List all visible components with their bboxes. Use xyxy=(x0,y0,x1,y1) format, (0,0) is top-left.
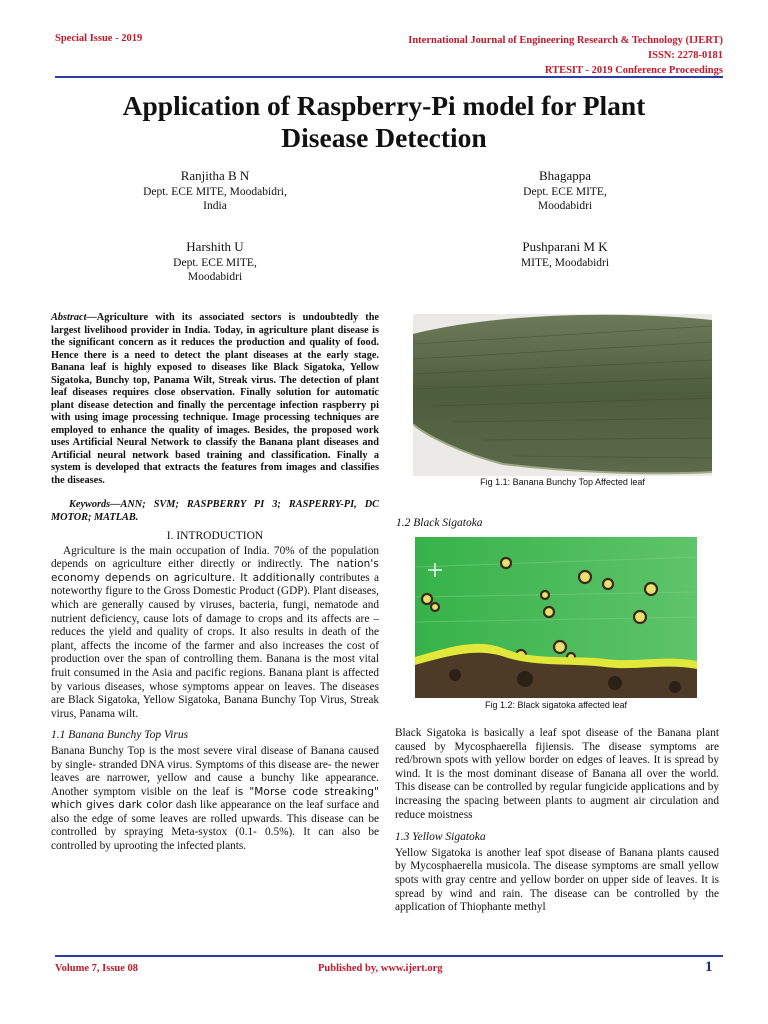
author-affiliation: Dept. ECE MITE, xyxy=(523,186,607,198)
author-block-3 xyxy=(105,240,325,284)
author-block-1 xyxy=(105,169,325,213)
footer-volume: Volume 7, Issue 08 xyxy=(55,963,139,974)
bunchy-top-text-handwritten: is "Morse code streaking" which gives dark color xyxy=(51,785,379,812)
footer-publisher: Published by, www.ijert.org xyxy=(318,963,443,974)
author-affiliation: India xyxy=(203,200,227,212)
author-block-2 xyxy=(455,169,675,213)
keywords-text: —ANN; SVM; RASPBERRY PI 3; RASPERRY-PI, DC MOTOR; MATLAB. xyxy=(51,499,379,523)
keywords xyxy=(51,499,379,524)
author-name: Bhagappa xyxy=(539,168,591,183)
abstract xyxy=(51,312,379,487)
author-name: Ranjitha B N xyxy=(180,168,250,183)
intro-text-a: Agriculture is the main occupation of India. 70% of the population depends on agriculture either directly or indirectly. xyxy=(51,544,379,571)
author-affiliation: Moodabidri xyxy=(187,271,243,283)
section-heading-introduction: I. INTRODUCTION xyxy=(166,530,264,542)
abstract-text: —Agriculture with its associated sectors is undoubtedly the largest livelihood provider in India. Today, in agriculture plant disease is the significant concern as it reduces the production and quality of food. Hence there is a need to detect the plant diseases at the early stage. Banana leaf is highly exposed to diseases like Black Sigatoka, Yellow Sigatoka, Bunchy top, Panama Wilt, Streak virus. The detection of plant leaf diseases requires close observation. Finally solution for automatic plant disease detection and finally the percentage infection raspberry pi with using image processing technique. Image processing techniques are employed to enhance the quality of images. Besides, the proposed work uses Artificial Neural Network to classify the Banana plant diseases and Artificial neural network based training and classification. Finally a system is developed that extracts the features from images and classifies the diseases. xyxy=(51,312,379,486)
title-line-1: Application of Raspberry-Pi model for Plant xyxy=(122,90,646,121)
author-affiliation: Moodabidri xyxy=(537,200,593,212)
bunchy-top-text-b: appearance on the leaf surface and also the edge of some leaves are rolled upwards. This disease can be controlled by spraying Meta-systox (0.1- 0.5%). It can also be controlled by uprooting the infected plants. xyxy=(51,799,379,853)
abstract-label: Abstract xyxy=(51,312,87,323)
title-line-2: Disease Detection xyxy=(281,122,487,153)
yellow-sigatoka-paragraph: Yellow Sigatoka is another leaf spot disease of Banana plants caused by Mycosphaerella musicola. The disease symptoms are small yellow spots with gray centre and yellow border on upper side of leaves. It is spread by wind and rain. The disease can be controlled by the application of Thiophante methyl xyxy=(395,846,719,914)
footer-rule xyxy=(55,955,723,957)
bunchy-top-paragraph xyxy=(51,745,379,854)
footer-page-number: 1 xyxy=(705,959,713,975)
figure-banana-bunchy-top-leaf xyxy=(413,314,712,476)
header-issn: ISSN: 2278-0181 xyxy=(648,50,723,61)
intro-text-handwritten: The nation's economy depends on agriculture. It additionally xyxy=(51,558,379,584)
black-sigatoka-paragraph: Black Sigatoka is basically a leaf spot disease of the Banana plant caused by Mycosphaerella fijiensis. The disease symptoms are red/brown spots with yellow border on edges of leaves. It is spread by wind. It is the most dominant disease of Banana all over the world. This disease can be controlled by regular fungicide applications and by increasing the spacing between plants to augment air circulation and reduce moistness xyxy=(395,727,719,821)
header-proceedings: RTESIT - 2019 Conference Proceedings xyxy=(544,65,723,76)
header-journal-name: International Journal of Engineering Research & Technology (IJERT) xyxy=(408,35,723,46)
figure-caption-1-2: Fig 1.2: Black sigatoka affected leaf xyxy=(485,700,627,710)
intro-text-b: contributes a noteworthy figure to the Gross Domestic Product (GDP). Plant diseases, which are generally caused by viruses, bacteria, fungi, nematode and nutrient deficiency, cause lots of damage to crops and its affects are – reduces the yield and quality of crops. It also results in death of the plant, affects the income of the farmer and also increases the cost of production over the span of controlling them. Banana is the most vital fruit consumed in the Asia and pacific regions. Banana plant is affected by various diseases, whose symptoms appear on leaves. The diseases are Black Sigatoka, Yellow Sigatoka, Banana Bunchy Top Virus, Streak virus, Panama wilt. xyxy=(51,571,379,720)
header-journal-info xyxy=(408,33,723,78)
author-affiliation: Dept. ECE MITE, Moodabidri, xyxy=(143,186,287,198)
author-name: Harshith U xyxy=(186,239,244,254)
paper-title xyxy=(40,90,728,154)
subsection-heading-yellow-sigatoka: 1.3 Yellow Sigatoka xyxy=(395,831,486,844)
header-special-issue: Special Issue - 2019 xyxy=(55,33,143,44)
author-affiliation: Dept. ECE MITE, xyxy=(173,257,257,269)
figure-black-sigatoka-leaf xyxy=(415,537,697,698)
right-column-text xyxy=(395,727,719,915)
author-affiliation: MITE, Moodabidri xyxy=(520,257,610,269)
header-rule xyxy=(55,76,723,78)
keywords-label: Keywords xyxy=(69,499,111,510)
author-block-4 xyxy=(455,240,675,270)
subsection-heading-black-sigatoka: 1.2 Black Sigatoka xyxy=(396,517,483,529)
bunchy-top-text-tail: dash like xyxy=(172,799,217,812)
left-column xyxy=(51,312,379,854)
bunchy-top-text-a: Banana Bunchy Top is the most severe viral disease of Banana caused by single- stranded DNA virus. Symptoms of this disease are- the newer leaves are narrower, yellow and cause a bunchy like appearance. Another symptom visible on the leaf xyxy=(51,744,379,798)
subsection-heading-bunchy-top: 1.1 Banana Bunchy Top Virus xyxy=(51,729,189,742)
author-name: Pushparani M K xyxy=(522,239,608,254)
figure-caption-1-1: Fig 1.1: Banana Bunchy Top Affected leaf xyxy=(480,477,645,487)
intro-paragraph xyxy=(51,545,379,722)
